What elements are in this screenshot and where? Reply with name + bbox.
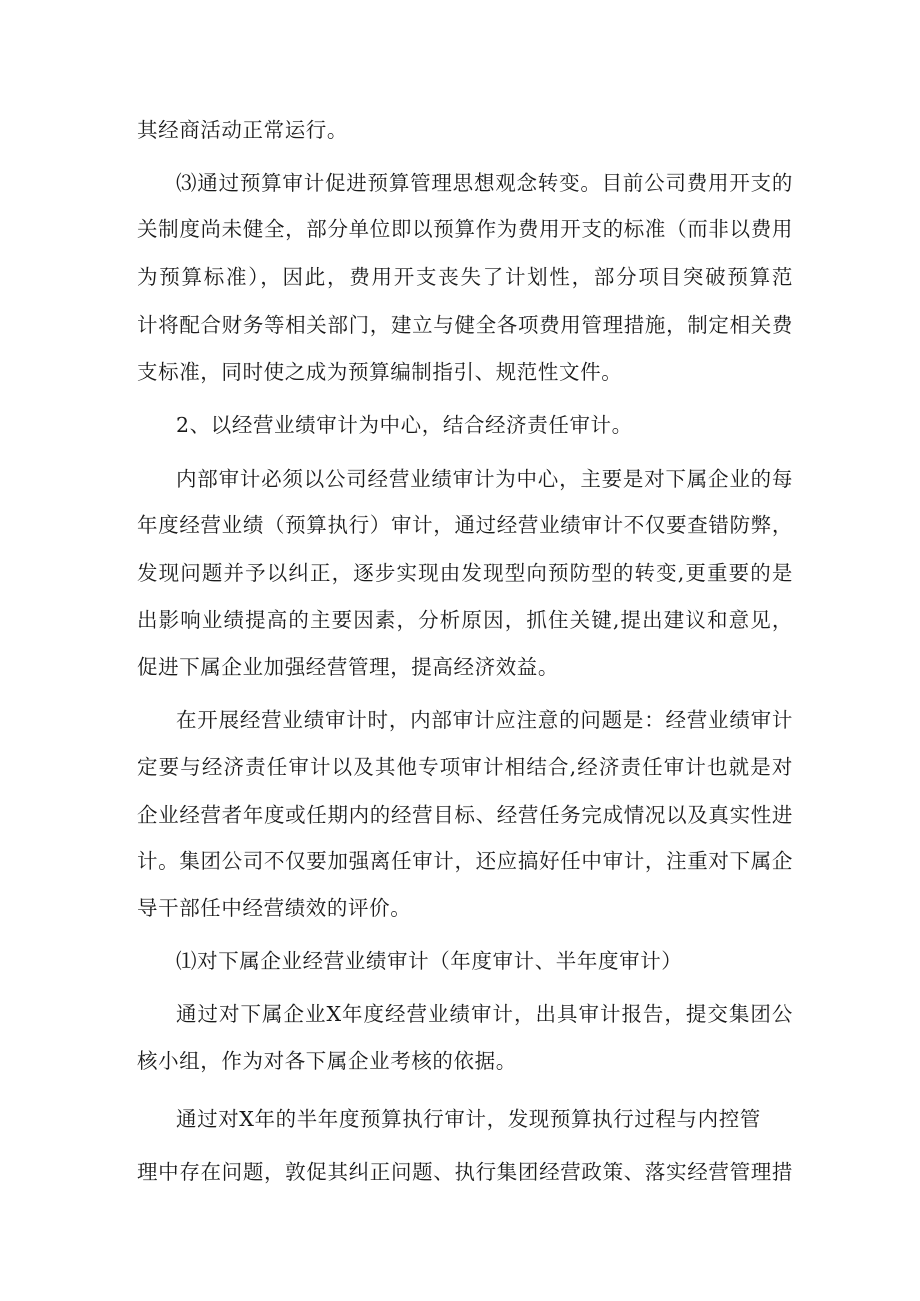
paragraph-line: 通过对X年的半年度预算执行审计，发现预算执行过程与内控管	[176, 1107, 761, 1131]
paragraph-line: 年度经营业绩（预算执行）审计，通过经营业绩审计不仅要查错防弊，	[137, 513, 793, 537]
paragraph-line: 为预算标准），因此，费用开支丧失了计划性，部分项目突破预算范	[137, 265, 793, 289]
paragraph-line: 通过对下属企业X年度经营业绩审计，出具审计报告，提交集团公	[176, 1002, 793, 1026]
paragraph-line: ⑶通过预算审计促进预算管理思想观念转变。目前公司费用开支的	[176, 171, 793, 195]
paragraph-line: 关制度尚未健全，部分单位即以预算作为费用开支的标准（而非以费用	[137, 217, 793, 241]
paragraph-line: 支标准，同时使之成为预算编制指引、规范性文件。	[137, 360, 623, 384]
paragraph-line: 定要与经济责任审计以及其他专项审计相结合,经济责任审计也就是对	[137, 755, 793, 779]
paragraph-line: 发现问题并予以纠正，逐步实现由发现型向预防型的转变,更重要的是	[137, 561, 793, 585]
paragraph-line: 其经商活动正常运行。	[137, 118, 348, 142]
paragraph-line: 计。集团公司不仅要加强离任审计，还应搞好任中审计，注重对下属企	[137, 849, 793, 873]
paragraph-line: 促进下属企业加强经营管理，提高经济效益。	[137, 655, 559, 679]
paragraph-line: 理中存在问题，敦促其纠正问题、执行集团经营政策、落实经营管理措	[137, 1160, 793, 1184]
sub-heading: ⑴对下属企业经营业绩审计（年度审计、半年度审计）	[176, 949, 683, 973]
paragraph-line: 企业经营者年度或任期内的经营目标、经营任务完成情况以及真实性进	[137, 803, 793, 827]
paragraph-line: 出影响业绩提高的主要因素，分析原因，抓住关键,提出建议和意见，	[137, 608, 793, 632]
paragraph-line: 导干部任中经营绩效的评价。	[137, 896, 412, 920]
paragraph-line: 在开展经营业绩审计时，内部审计应注意的问题是：经营业绩审计	[176, 708, 793, 732]
paragraph-line: 内部审计必须以公司经营业绩审计为中心，主要是对下属企业的每	[176, 467, 793, 491]
section-heading: 2、以经营业绩审计为中心，结合经济责任审计。	[176, 413, 633, 437]
paragraph-line: 计将配合财务等相关部门，建立与健全各项费用管理措施，制定相关费	[137, 313, 793, 337]
paragraph-line: 核小组，作为对各下属企业考核的依据。	[137, 1049, 517, 1073]
